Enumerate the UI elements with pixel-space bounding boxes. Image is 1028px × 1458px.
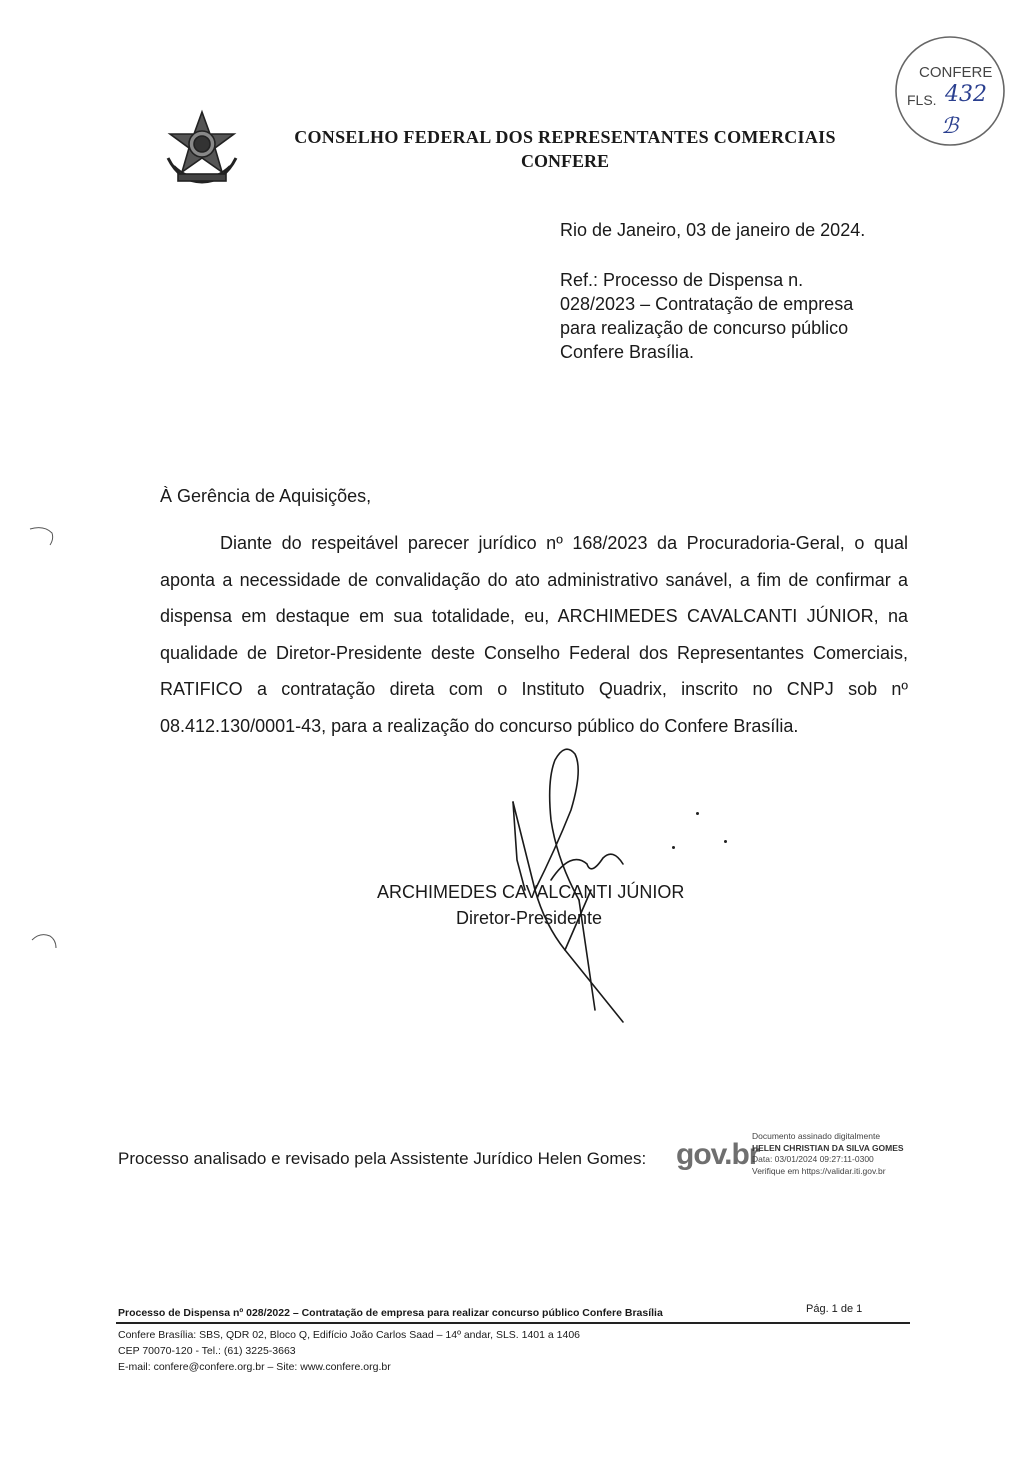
stamp-initials: ℬ bbox=[941, 114, 959, 139]
signer-role: Diretor-Presidente bbox=[456, 908, 603, 928]
footer-address-line: Confere Brasília: SBS, QDR 02, Bloco Q, Edifício João Carlos Saad – 14º andar, SLS. 1401 a 1406 bbox=[118, 1329, 581, 1341]
digital-signature-block bbox=[752, 1131, 922, 1177]
digital-signature-verify: Verifique em https://validar.iti.gov.br bbox=[752, 1165, 886, 1176]
govbr-logo: gov.br bbox=[676, 1138, 760, 1171]
reference-line: 028/2023 – Contratação de empresa bbox=[560, 294, 854, 314]
salutation: À Gerência de Aquisições, bbox=[160, 486, 372, 506]
scan-mark-icon bbox=[28, 525, 56, 547]
ink-dot bbox=[672, 846, 675, 849]
stamp-fls-number: 432 bbox=[945, 82, 987, 107]
ink-dot bbox=[696, 812, 699, 815]
digital-signature-signer: HELEN CHRISTIAN DA SILVA GOMES bbox=[752, 1142, 904, 1153]
handwritten-signature bbox=[495, 740, 675, 1030]
organization-name: CONSELHO FEDERAL DOS REPRESENTANTES COMERCIAIS bbox=[294, 127, 836, 147]
organization-abbreviation: CONFERE bbox=[520, 151, 609, 171]
digital-signature-date: Data: 03/01/2024 09:27:11-0300 bbox=[752, 1154, 874, 1164]
confere-stamp bbox=[893, 34, 1007, 148]
footer-address-line: E-mail: confere@confere.org.br – Site: www.confere.org.br bbox=[118, 1361, 391, 1373]
letter-reference bbox=[560, 268, 920, 364]
ink-dot bbox=[724, 840, 727, 843]
signer-name: ARCHIMEDES CAVALCANTI JÚNIOR bbox=[377, 882, 685, 902]
reference-line: para realização de concurso público bbox=[560, 318, 849, 338]
stamp-fls-label: FLS. bbox=[907, 92, 937, 108]
letter-body: Diante do respeitável parecer jurídico nº 168/2023 da Procuradoria-Geral, o qual aponta a necessidade de convalidação do ato administrativo sanável, a fim de confirmar a dispensa em destaque em sua totalidade, eu, ARCHIMEDES CAVALCANTI JÚNIOR, na qualidade de Diretor-Presidente deste Conselho Federal dos Representantes Comerciais, RATIFICO a contratação direta com o Instituto Quadrix, inscrito no CNPJ sob nº 08.412.130/0001-43, para a realização do concurso público do Confere Brasília. bbox=[160, 533, 908, 736]
reference-line: Ref.: Processo de Dispensa n. bbox=[560, 270, 804, 290]
footer-divider bbox=[116, 1322, 910, 1324]
scan-mark-icon bbox=[30, 930, 58, 952]
review-statement: Processo analisado e revisado pela Assistente Jurídico Helen Gomes: bbox=[118, 1149, 647, 1168]
page-number: Pág. 1 de 1 bbox=[806, 1303, 863, 1315]
footer-title: Processo de Dispensa nº 028/2022 – Contratação de empresa para realizar concurso público Confere Brasília bbox=[118, 1307, 663, 1319]
coat-of-arms-icon bbox=[160, 108, 244, 188]
digital-signature-caption: Documento assinado digitalmente bbox=[752, 1131, 881, 1141]
stamp-label: CONFERE bbox=[919, 64, 993, 81]
footer-address-line: CEP 70070-120 - Tel.: (61) 3225-3663 bbox=[118, 1345, 296, 1357]
reference-line: Confere Brasília. bbox=[560, 342, 695, 362]
letter-date: Rio de Janeiro, 03 de janeiro de 2024. bbox=[560, 220, 866, 240]
